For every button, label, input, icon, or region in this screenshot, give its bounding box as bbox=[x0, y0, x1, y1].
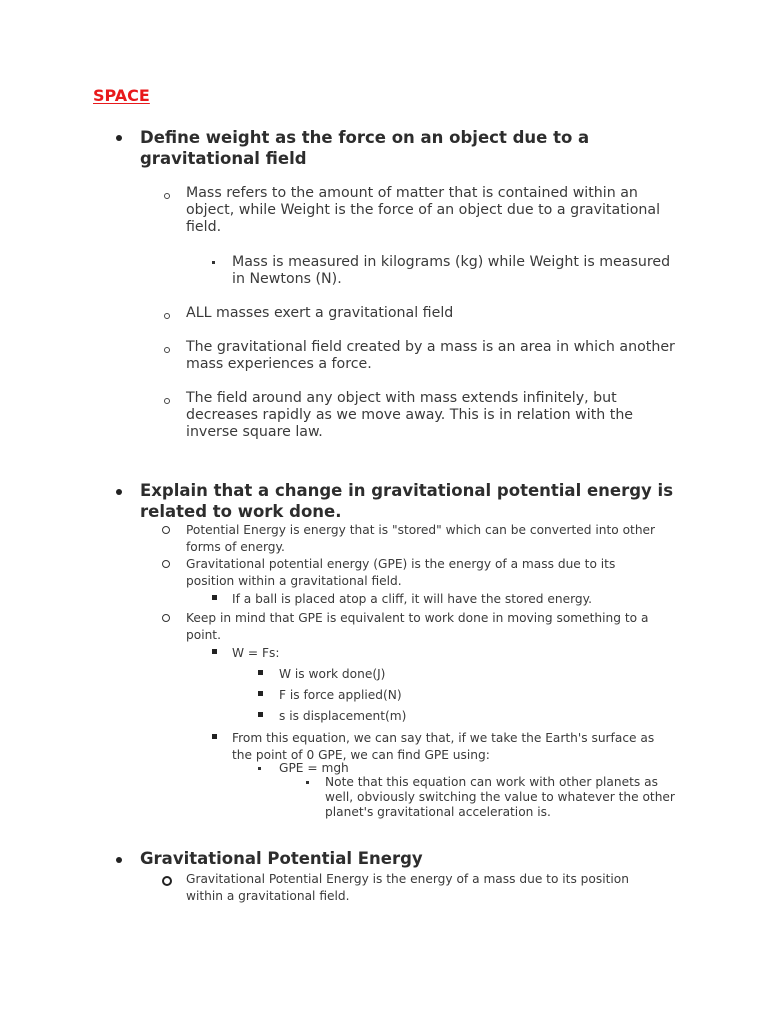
bullet-square bbox=[258, 767, 261, 770]
bullet-square bbox=[258, 691, 263, 696]
bullet-circle bbox=[164, 313, 170, 319]
bullet-dot bbox=[116, 489, 122, 495]
list-item: Mass refers to the amount of matter that is contained within an object, while Weight is the force of an object due to a gravitational field. bbox=[186, 185, 661, 235]
bullet-dot bbox=[116, 857, 122, 863]
list-item: W = Fs: bbox=[232, 646, 280, 660]
page-title: SPACE bbox=[93, 86, 150, 105]
bullet-square bbox=[212, 734, 217, 739]
list-item: Note that this equation can work with other planets as well, obviously switching the value to whatever the other planet's gravitational acceleration is. bbox=[325, 775, 675, 819]
bullet-square bbox=[212, 649, 217, 654]
section-heading: Gravitational Potential Energy bbox=[140, 849, 423, 868]
list-item: GPE = mgh bbox=[279, 761, 349, 775]
list-item: Potential Energy is energy that is "stored" which can be converted into other forms of energy. bbox=[186, 523, 656, 554]
list-item: Mass is measured in kilograms (kg) while Weight is measured in Newtons (N). bbox=[232, 254, 671, 287]
list-item: The field around any object with mass extends infinitely, but decreases rapidly as we move away. This is in relation with the inverse square law. bbox=[186, 390, 634, 440]
list-item: W is work done(J) bbox=[279, 667, 386, 681]
list-item: Gravitational Potential Energy is the energy of a mass due to its position within a gravitational field. bbox=[186, 872, 629, 903]
bullet-circle bbox=[162, 614, 170, 622]
bullet-square bbox=[212, 595, 217, 600]
bullet-circle bbox=[162, 876, 172, 886]
list-item: F is force applied(N) bbox=[279, 688, 402, 702]
bullet-square bbox=[212, 261, 215, 264]
bullet-circle bbox=[164, 398, 170, 404]
list-item: From this equation, we can say that, if we take the Earth's surface as the point of 0 GPE, we can find GPE using: bbox=[232, 731, 655, 762]
list-item: If a ball is placed atop a cliff, it will have the stored energy. bbox=[232, 592, 592, 606]
list-item: s is displacement(m) bbox=[279, 709, 407, 723]
list-item: Keep in mind that GPE is equivalent to work done in moving something to a point. bbox=[186, 611, 649, 642]
section-heading: Define weight as the force on an object due to a gravitational field bbox=[140, 128, 590, 168]
list-item: Gravitational potential energy (GPE) is the energy of a mass due to its position within a gravitational field. bbox=[186, 557, 616, 588]
bullet-square bbox=[306, 781, 309, 784]
list-item: ALL masses exert a gravitational field bbox=[186, 305, 454, 321]
section-heading: Explain that a change in gravitational potential energy is related to work done. bbox=[140, 481, 674, 521]
bullet-circle bbox=[164, 347, 170, 353]
bullet-dot bbox=[116, 135, 122, 141]
list-item: The gravitational field created by a mass is an area in which another mass experiences a force. bbox=[186, 339, 675, 372]
bullet-circle bbox=[162, 560, 170, 568]
bullet-circle bbox=[164, 193, 170, 199]
bullet-circle bbox=[162, 526, 170, 534]
bullet-square bbox=[258, 670, 263, 675]
bullet-square bbox=[258, 712, 263, 717]
